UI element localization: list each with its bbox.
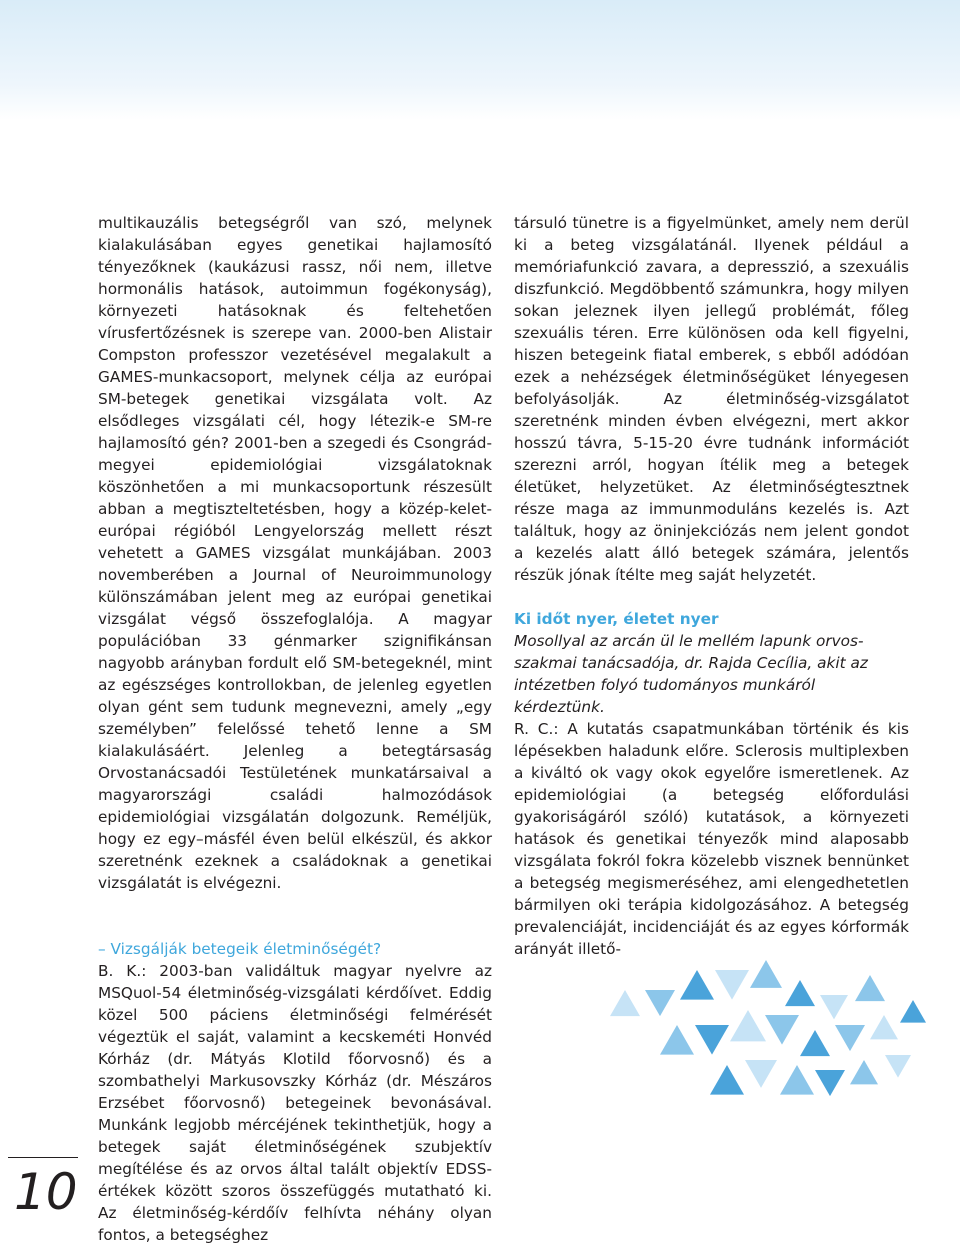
interview-lead: Mosollyal az arcán ül le mellém lapunk orvos-szakmai tanácsadója, dr. Rajda Cecília, akit az intézetben folyó tudományos munkáról kérdeztünk. xyxy=(514,632,868,716)
decorative-triangle xyxy=(800,1030,830,1056)
decorative-triangle xyxy=(870,1015,898,1039)
decorative-triangle xyxy=(850,1060,878,1084)
left-column xyxy=(98,212,492,1246)
decorative-triangle xyxy=(715,970,749,1000)
right-paragraph-2: R. C.: A kutatás csapatmunkában történik és kis lépésekben haladunk előre. Sclerosis multiplexben a kiváltó ok vagy okok egyelőre ismeretlenek. Az epidemiológiai (a betegség előfordulási gyakoriságáról szóló) kutatások, a környezeti hatások és genetikai tényezők mind alaposabb vizsgálata fokról fokra közelebb visznek bennünket a betegség megismeréséhez, ami elengedhetetlen bármilyen oki terápia kidolgozásához. A betegség prevalenciáját, incidenciáját és az egyes kórformák arányát illető- xyxy=(514,720,909,958)
page-number: 10 xyxy=(14,1163,78,1221)
decorative-triangle xyxy=(900,1000,926,1023)
interview-subheading: Ki időt nyer, életet nyer xyxy=(514,610,719,628)
decorative-triangle xyxy=(745,1060,777,1088)
right-paragraph-1: társuló tünetre is a figyelmünket, amely nem derül ki a beteg vizsgálatánál. Ilyenek például a memóriafunkció zavara, a depresszió, a szexuális diszfunkció. Megdöbbentő számunkra, hogy milyen sokan jeleznek ilyen jellegű problémát, főleg szexuális téren. Erre különösen oda kell figyelni, hiszen betegeink fiatal emberek, s ebből adódóan ezek a nehézségek életminőségüket lényegesen befolyásolják. Az életminőség-vizsgálatot szeretnénk minden évben elvégezni, mert akkor hosszú távra, 5-15-20 évre tudnánk információt szerezni arról, hogyan ítélik meg a betegek életüket, helyzetüket. Az életminőségtesztnek része maga az immunmoduláns kezelés is. Azt találtuk, hogy az öninjekciózás nem jelent gondot a kezelés alatt álló betegek számára, jelentős részük jónak ítélte meg saját helyzetét. xyxy=(514,214,909,584)
decorative-triangle xyxy=(710,1065,744,1095)
triangle-pattern xyxy=(600,960,960,1110)
page-number-rule xyxy=(8,1157,78,1158)
decorative-triangle xyxy=(610,990,640,1016)
decorative-triangle xyxy=(820,995,848,1019)
right-column xyxy=(514,212,909,960)
decorative-triangle xyxy=(765,1015,799,1045)
decorative-triangle xyxy=(695,1025,729,1055)
left-paragraph-2: B. K.: 2003-ban validáltuk magyar nyelvre az MSQuol-54 életminőség-vizsgálati kérdőívet. Eddig közel 500 páciens életminőségi felmérését végeztük el saját, valamint a kecskeméti Honvéd Kórház (dr. Mátyás Klotild főorvosnő) és a szombathelyi Markusovszky Kórház (dr. Mészáros Erzsébet főorvosnő) betegeinek bevonásával. Munkánk legjobb mércéjének tekinthetjük, hogy a betegek saját életminőségének szubjektív megítélése és az orvos által talált objektív EDSS-értékek között szoros összefüggés mutatható ki. Az életminőség-kérdőív felhívta néhány olyan fontos, a betegséghez xyxy=(98,962,492,1244)
decorative-triangle xyxy=(730,1010,766,1041)
decorative-triangle xyxy=(885,1055,911,1078)
decorative-triangle xyxy=(855,975,885,1001)
decorative-triangle xyxy=(645,990,675,1016)
decorative-triangle xyxy=(660,1025,694,1055)
decorative-triangle xyxy=(750,960,782,988)
decorative-triangle xyxy=(680,970,714,1000)
top-color-band xyxy=(0,0,960,120)
section-heading: – Vizsgálják betegeik életminőségét? xyxy=(98,940,382,958)
decorative-triangle xyxy=(780,1065,814,1095)
decorative-triangle xyxy=(835,1025,865,1051)
left-paragraph-1: multikauzális betegségről van szó, melynek kialakulásában egyes genetikai hajlamosító tényezőknek (kaukázusi rassz, női nem, illetve hormonális hatások, autoimmun fogékonyság), környezeti hatásoknak és feltehetően vírusfertőzésnek is szerepe van. 2000-ben Alistair Compston professzor vezetésével megalakult a GAMES-munkacsoport, melynek célja az európai SM-betegek genetikai vizsgálata volt. Az elsődleges vizsgálati cél, hogy létezik-e SM-re hajlamosító gén? 2001-ben a szegedi és Csongrád-megyei epidemiológiai vizsgálatoknak köszönhetően a mi munkacsoportunk részesült abban a megtiszteltetésben, hogy a közép-kelet-európai régióból Lengyelország mellett részt vehetett a GAMES vizsgálat munkájában. 2003 novemberében a Journal of Neuroimmunology különszámában jelent meg az európai genetikai vizsgálat végső összefoglalója. A magyar populációban 33 génmarker szignifikánsan nagyobb arányban fordult elő SM-betegeknél, mint az egészséges kontrollokban, de jelenleg egyetlen olyan gént sem tudunk megnevezni, amely „egy személyben” felelőssé tehető lenne a SM kialakulásáért. Jelenleg a betegtársaság Orvostanácsadói Testületének munkatársaival a magyarországi családi halmozódások epidemiológiai vizsgálatán dolgozunk. Reméljük, hogy ez egy–másfél éven belül elkészül, és akkor szeretnénk ezeknek a családoknak a genetikai vizsgálatát is elvégezni. xyxy=(98,214,492,892)
decorative-triangle xyxy=(815,1070,845,1096)
decorative-triangle xyxy=(785,980,815,1006)
